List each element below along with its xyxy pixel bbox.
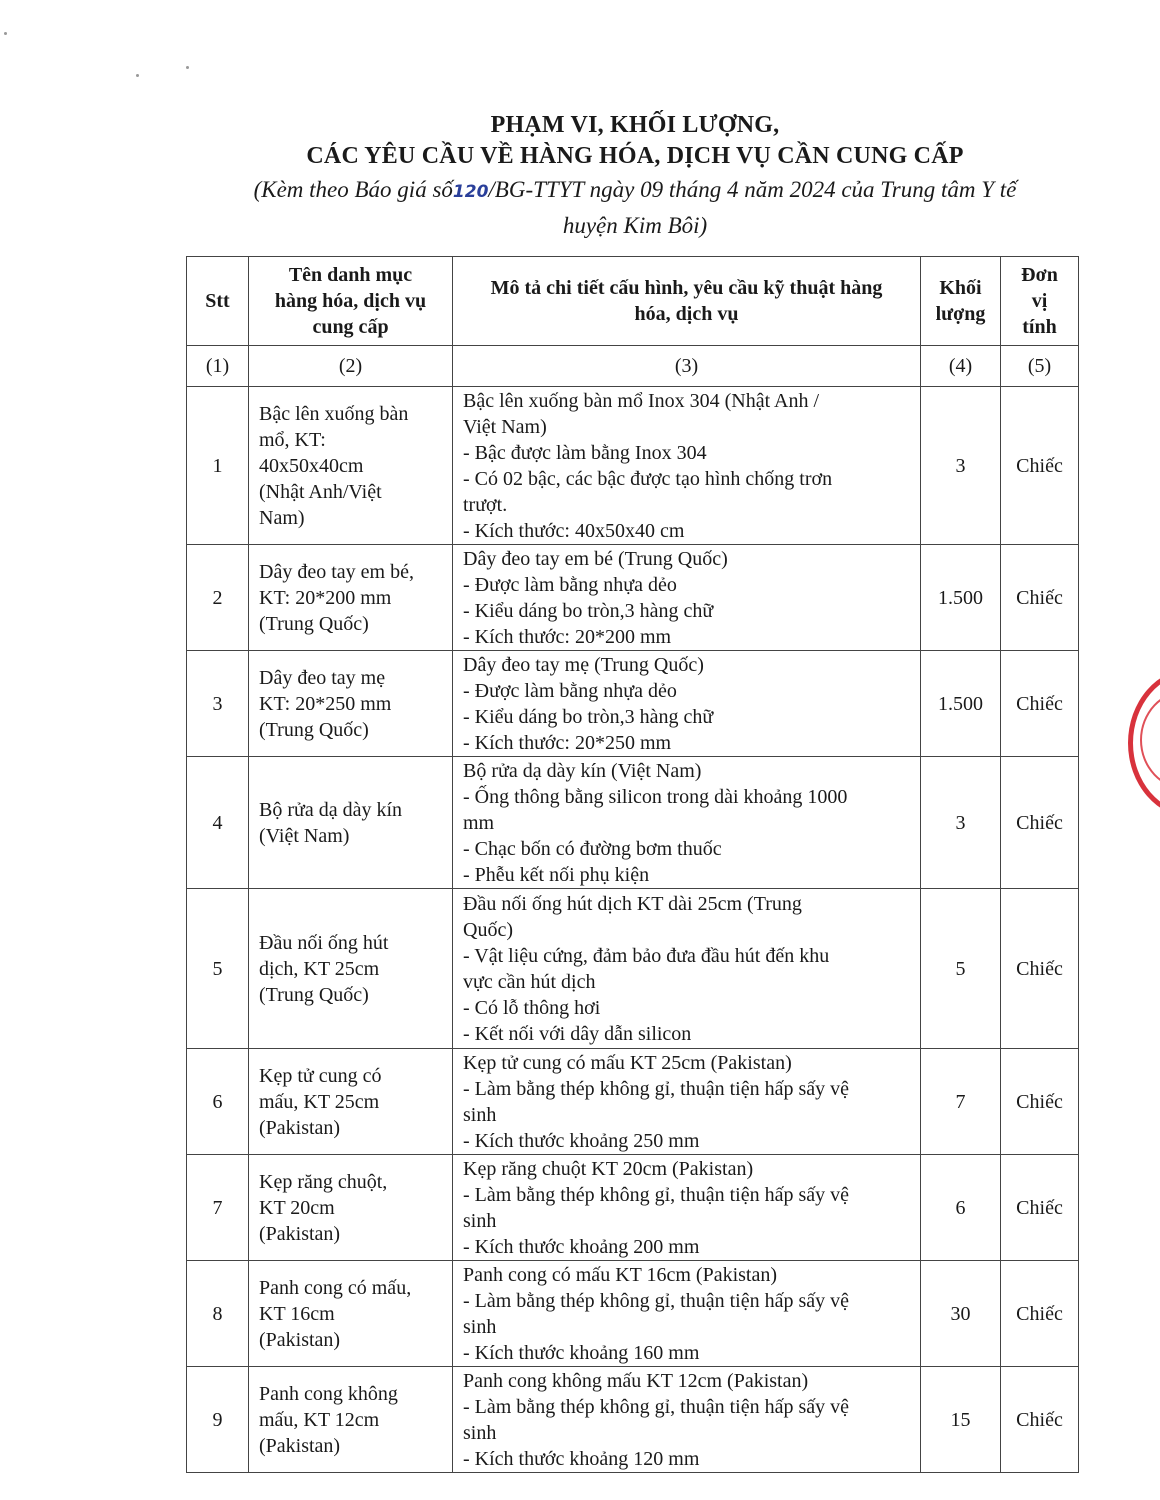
- scan-speck: [186, 66, 189, 69]
- description-line: - Có 02 bậc, các bậc được tạo hình chống trơn: [463, 467, 833, 490]
- column-index-1: (1): [187, 346, 249, 387]
- cell-description: [453, 1367, 921, 1473]
- description-line: - Kiểu dáng bo tròn,3 hàng chữ: [463, 599, 714, 622]
- table-row: [187, 889, 1079, 1049]
- cell-stt: 2: [187, 545, 249, 651]
- description-line: - Làm bằng thép không gỉ, thuận tiện hấp sấy vệ: [463, 1183, 850, 1206]
- description-line: - Kích thước khoảng 160 mm: [463, 1341, 700, 1364]
- cell-unit: Chiếc: [1001, 1261, 1079, 1367]
- cell-item-name: [249, 889, 453, 1049]
- item-name-line: Panh cong không: [259, 1382, 398, 1405]
- item-name-line: Nam): [259, 506, 305, 529]
- item-name-line: Kẹp răng chuột,: [259, 1170, 388, 1193]
- column-header-line: Khối: [939, 277, 982, 299]
- description-line: Đầu nối ống hút dịch KT dài 25cm (Trung: [463, 892, 802, 915]
- cell-unit: Chiếc: [1001, 1155, 1079, 1261]
- cell-unit: Chiếc: [1001, 387, 1079, 545]
- item-name-line: 40x50x40cm: [259, 454, 364, 477]
- description-line: sinh: [463, 1103, 497, 1126]
- description-line: Bậc lên xuống bàn mổ Inox 304 (Nhật Anh /: [463, 389, 820, 412]
- item-name-line: mấu, KT 25cm: [259, 1090, 380, 1113]
- subtitle-prefix: (Kèm theo Báo giá số: [253, 177, 453, 202]
- cell-unit: Chiếc: [1001, 1367, 1079, 1473]
- description-line: Quốc): [463, 918, 513, 941]
- item-name-line: Bộ rửa dạ dày kín: [259, 798, 403, 821]
- cell-quantity: 5: [921, 889, 1001, 1049]
- column-header-4: [921, 257, 1001, 346]
- item-name-line: Dây đeo tay em bé,: [259, 560, 414, 583]
- item-name-line: (Pakistan): [259, 1434, 341, 1457]
- column-header-1: [187, 257, 249, 346]
- scan-speck: [136, 74, 139, 77]
- description-line: - Có lỗ thông hơi: [463, 996, 601, 1019]
- item-name-line: KT: 20*200 mm: [259, 586, 392, 609]
- cell-quantity: 1.500: [921, 545, 1001, 651]
- description-line: - Chạc bốn có đường bơm thuốc: [463, 837, 722, 860]
- column-header-2: [249, 257, 453, 346]
- column-header-line: vị: [1031, 290, 1048, 312]
- item-name-line: mổ, KT:: [259, 428, 326, 451]
- cell-item-name: [249, 1261, 453, 1367]
- item-name-line: Kẹp tử cung có: [259, 1064, 382, 1087]
- description-line: - Kích thước khoảng 120 mm: [463, 1447, 700, 1470]
- cell-item-name: [249, 387, 453, 545]
- column-header-line: Stt: [205, 290, 230, 312]
- table-row: [187, 387, 1079, 545]
- cell-stt: 7: [187, 1155, 249, 1261]
- description-line: trượt.: [463, 493, 508, 516]
- title-line-1: PHẠM VI, KHỐI LƯỢNG,: [490, 112, 780, 138]
- table-row: [187, 545, 1079, 651]
- table-index-row: [187, 346, 1079, 387]
- cell-description: [453, 1261, 921, 1367]
- item-name-line: KT: 20*250 mm: [259, 692, 392, 715]
- item-name-line: (Trung Quốc): [259, 718, 369, 741]
- cell-item-name: [249, 651, 453, 757]
- table-row: [187, 757, 1079, 889]
- column-header-line: hóa, dịch vụ: [634, 303, 739, 325]
- item-name-line: mấu, KT 12cm: [259, 1408, 380, 1431]
- cell-description: [453, 651, 921, 757]
- description-line: - Kiểu dáng bo tròn,3 hàng chữ: [463, 705, 714, 728]
- item-name-line: (Nhật Anh/Việt: [259, 480, 382, 503]
- cell-stt: 1: [187, 387, 249, 545]
- table-row: [187, 1049, 1079, 1155]
- description-line: - Vật liệu cứng, đảm bảo đưa đầu hút đến khu: [463, 944, 830, 967]
- column-index-3: (3): [453, 346, 921, 387]
- cell-stt: 3: [187, 651, 249, 757]
- cell-quantity: 6: [921, 1155, 1001, 1261]
- item-name-line: (Pakistan): [259, 1116, 341, 1139]
- column-header-5: [1001, 257, 1079, 346]
- cell-quantity: 3: [921, 757, 1001, 889]
- subtitle-line-2: huyện Kim Bôi): [562, 213, 708, 238]
- cell-description: [453, 1155, 921, 1261]
- description-line: - Làm bằng thép không gỉ, thuận tiện hấp sấy vệ: [463, 1289, 850, 1312]
- item-name-line: Đầu nối ống hút: [259, 931, 389, 954]
- cell-quantity: 7: [921, 1049, 1001, 1155]
- subtitle-suffix: /BG-TTYT ngày 09 tháng 4 năm 2024 của Trung tâm Y tế: [488, 177, 1017, 202]
- item-name-line: (Việt Nam): [259, 824, 350, 847]
- column-header-line: Đơn: [1021, 264, 1058, 286]
- cell-item-name: [249, 1367, 453, 1473]
- cell-unit: Chiếc: [1001, 545, 1079, 651]
- item-name-line: (Trung Quốc): [259, 983, 369, 1006]
- column-index-4: (4): [921, 346, 1001, 387]
- description-line: - Ống thông bằng silicon trong dài khoảng 1000: [463, 785, 848, 808]
- description-line: - Bậc được làm bằng Inox 304: [463, 441, 707, 464]
- cell-unit: Chiếc: [1001, 757, 1079, 889]
- description-line: sinh: [463, 1315, 497, 1338]
- column-header-3: [453, 257, 921, 346]
- description-line: Panh cong có mấu KT 16cm (Pakistan): [463, 1263, 778, 1286]
- column-header-line: cung cấp: [312, 316, 389, 338]
- description-line: sinh: [463, 1209, 497, 1232]
- item-name-line: (Pakistan): [259, 1222, 341, 1245]
- handwritten-number: 120: [452, 182, 489, 202]
- table-body: [187, 387, 1079, 1473]
- item-name-line: Dây đeo tay mẹ: [259, 666, 386, 689]
- description-line: - Được làm bằng nhựa dẻo: [463, 679, 677, 702]
- table-row: [187, 1155, 1079, 1261]
- item-name-line: KT 16cm: [259, 1302, 335, 1325]
- cell-description: [453, 757, 921, 889]
- item-name-line: KT 20cm: [259, 1196, 335, 1219]
- document-header: [150, 110, 1120, 241]
- description-line: - Làm bằng thép không gỉ, thuận tiện hấp sấy vệ: [463, 1395, 850, 1418]
- cell-description: [453, 387, 921, 545]
- description-line: - Phễu kết nối phụ kiện: [463, 863, 650, 886]
- description-line: Việt Nam): [463, 415, 547, 438]
- cell-description: [453, 545, 921, 651]
- cell-stt: 6: [187, 1049, 249, 1155]
- cell-unit: Chiếc: [1001, 651, 1079, 757]
- cell-item-name: [249, 1049, 453, 1155]
- cell-quantity: 3: [921, 387, 1001, 545]
- description-line: Dây đeo tay em bé (Trung Quốc): [463, 547, 728, 570]
- table-header-row: [187, 257, 1079, 346]
- description-line: Kẹp tử cung có mấu KT 25cm (Pakistan): [463, 1051, 792, 1074]
- goods-table: [186, 256, 1079, 1473]
- cell-stt: 8: [187, 1261, 249, 1367]
- cell-item-name: [249, 1155, 453, 1261]
- cell-description: [453, 889, 921, 1049]
- cell-quantity: 30: [921, 1261, 1001, 1367]
- description-line: - Kích thước khoảng 250 mm: [463, 1129, 700, 1152]
- description-line: Kẹp răng chuột KT 20cm (Pakistan): [463, 1157, 754, 1180]
- cell-unit: Chiếc: [1001, 889, 1079, 1049]
- description-line: - Kích thước: 20*250 mm: [463, 731, 672, 754]
- description-line: sinh: [463, 1421, 497, 1444]
- column-header-line: Mô tả chi tiết cấu hình, yêu cầu kỹ thuật hàng: [490, 277, 883, 299]
- title-line-2: CÁC YÊU CẦU VỀ HÀNG HÓA, DỊCH VỤ CẦN CUNG CẤP: [306, 143, 964, 169]
- column-header-line: Tên danh mục: [288, 264, 413, 286]
- subtitle-line-1: [150, 174, 1120, 208]
- description-line: - Kích thước: 40x50x40 cm: [463, 519, 685, 542]
- column-index-5: (5): [1001, 346, 1079, 387]
- description-line: Panh cong không mấu KT 12cm (Pakistan): [463, 1369, 809, 1392]
- cell-quantity: 1.500: [921, 651, 1001, 757]
- cell-stt: 5: [187, 889, 249, 1049]
- cell-unit: Chiếc: [1001, 1049, 1079, 1155]
- description-line: mm: [463, 811, 495, 834]
- item-name-line: Bậc lên xuống bàn: [259, 402, 409, 425]
- description-line: vực cần hút dịch: [463, 970, 596, 993]
- item-name-line: dịch, KT 25cm: [259, 957, 380, 980]
- table-row: [187, 1367, 1079, 1473]
- column-header-line: hàng hóa, dịch vụ: [274, 290, 427, 312]
- description-line: - Được làm bằng nhựa dẻo: [463, 573, 677, 596]
- description-line: - Làm bằng thép không gỉ, thuận tiện hấp sấy vệ: [463, 1077, 850, 1100]
- description-line: - Kết nối với dây dẫn silicon: [463, 1022, 692, 1045]
- column-header-line: tính: [1022, 316, 1057, 338]
- cell-item-name: [249, 757, 453, 889]
- description-line: Bộ rửa dạ dày kín (Việt Nam): [463, 759, 702, 782]
- description-line: - Kích thước: 20*200 mm: [463, 625, 672, 648]
- description-line: Dây đeo tay mẹ (Trung Quốc): [463, 653, 704, 676]
- item-name-line: (Trung Quốc): [259, 612, 369, 635]
- cell-description: [453, 1049, 921, 1155]
- item-name-line: Panh cong có mấu,: [259, 1276, 412, 1299]
- cell-stt: 9: [187, 1367, 249, 1473]
- cell-quantity: 15: [921, 1367, 1001, 1473]
- column-index-2: (2): [249, 346, 453, 387]
- cell-stt: 4: [187, 757, 249, 889]
- item-name-line: (Pakistan): [259, 1328, 341, 1351]
- column-header-line: lượng: [935, 303, 986, 325]
- table-row: [187, 1261, 1079, 1367]
- cell-item-name: [249, 545, 453, 651]
- table-row: [187, 651, 1079, 757]
- description-line: - Kích thước khoảng 200 mm: [463, 1235, 700, 1258]
- scan-speck: [4, 32, 7, 35]
